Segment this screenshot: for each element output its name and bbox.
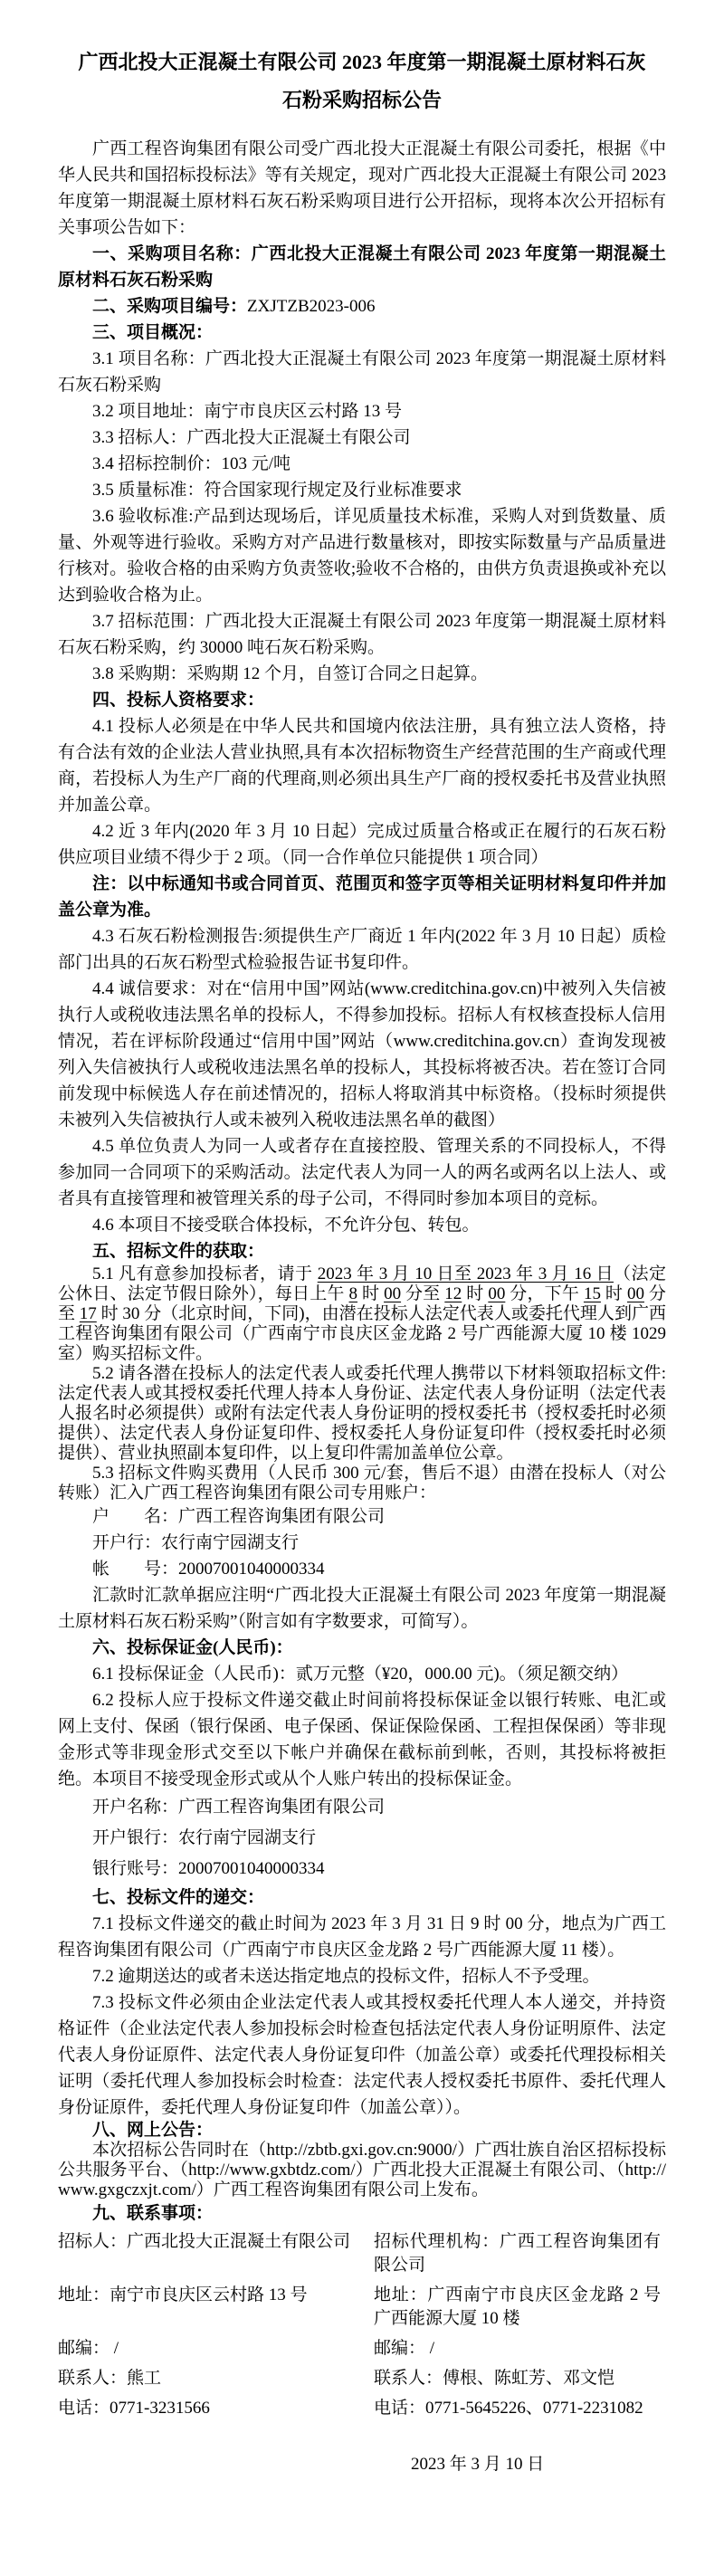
- contact-row-persons-right: 联系人：傅根、陈虹芳、邓文恺: [374, 2369, 615, 2388]
- section-heading-1-project-name: [58, 241, 666, 293]
- text-segment: （法定公休日、法定节假日除外），每日上午: [58, 1264, 666, 1303]
- text-segment: 分至: [58, 1284, 666, 1323]
- item-4-1: [58, 713, 666, 818]
- text-segment: 时: [357, 1284, 385, 1303]
- text-segment: 九、联系事项：: [92, 2204, 214, 2223]
- text-segment: 八、网上公告：: [92, 2121, 214, 2140]
- text-segment: 4.3 石灰石粉检测报告:须提供生产厂商近 1 年内(2022 年 3 月 10 日起）质检部门出具的石灰石粉型式检验报告证书复印件。: [58, 927, 666, 972]
- item-4-4: [58, 976, 666, 1133]
- item-7-1: [58, 1911, 666, 1963]
- text-segment: 3.3 招标人：广西北投大正混凝土有限公司: [92, 428, 411, 447]
- document-date: 2023 年 3 月 10 日: [411, 2455, 545, 2474]
- account-bank-line: [58, 1530, 666, 1556]
- bond-account-name-line: [58, 1792, 666, 1823]
- section-heading-2-project-number: [58, 293, 666, 320]
- item-3-3-tenderer: [58, 425, 666, 451]
- item-3-8-procurement-period: [58, 661, 666, 687]
- text-segment: 4.5 单位负责人为同一人或者存在直接控股、管理关系的不同投标人，不得参加同一合同项下的采购活动。法定代表人为同一人的两名或两名以上法人、或者具有直接管理和被管理关系的母子公司，不得同时参加本项目的竞标。: [58, 1137, 666, 1208]
- text-segment: 4.2 近 3 年内(2020 年 3 月 10 日起）完成过质量合格或正在履行的石灰石粉供应项目业绩不得少于 2 项。（同一合作单位只能提供 1 项合同）: [58, 822, 666, 867]
- text-segment: 开户银行：农行南宁园湖支行: [92, 1828, 317, 1847]
- contact-row-persons-left: 联系人：熊工: [58, 2369, 162, 2388]
- text-segment: 7.1 投标文件递交的截止时间为 2023 年 3 月 31 日 9 时 00 分，地点为广西工程咨询集团有限公司（广西南宁市良庆区金龙路 2 号广西能源大厦 11 楼）。: [58, 1914, 666, 1960]
- text-segment: 注：以中标通知书或合同首页、范围页和签字页等相关证明材料复印件并加盖公章为准。: [58, 874, 666, 920]
- contact-row-organizations-right: 招标代理机构：广西工程咨询集团有限公司: [374, 2232, 661, 2275]
- contact-row-phones-right: 电话：0771-5645226、0771-2231082: [374, 2399, 643, 2418]
- text-segment: 五、招标文件的获取：: [92, 1242, 265, 1261]
- item-4-5: [58, 1133, 666, 1212]
- item-7-2: [58, 1963, 666, 1989]
- text-segment: 本次招标公告同时在（http://zbtb.gxi.gov.cn:9000/）广西壮族自治区招标投标公共服务平台、（http://www.gxbtdz.com/）广西北投大正混凝土有限公司、（http://www.gxgczxjt.com/）广西工程咨询集团有限公司上发布。: [58, 2141, 666, 2199]
- text-segment: 6.1 投标保证金（人民币)：贰万元整（¥20，000.00 元)。（须足额交纳）: [92, 1665, 629, 1684]
- underlined-text: 00: [488, 1284, 506, 1303]
- text-segment: 3.2 项目地址：南宁市良庆区云村路 13 号: [92, 402, 403, 421]
- section-heading-5-obtain-documents: [58, 1238, 666, 1264]
- text-segment: 3.4 招标控制价：103 元/吨: [92, 454, 291, 473]
- item-7-3: [58, 1989, 666, 2121]
- text-segment: 三、项目概况：: [92, 323, 214, 342]
- text-segment: ZXJTZB2023-006: [247, 297, 376, 316]
- text-segment: 3.1 项目名称：广西北投大正混凝土有限公司 2023 年度第一期混凝土原材料石灰石粉采购: [58, 349, 666, 395]
- item-6-1: [58, 1661, 666, 1687]
- document-title: 广西北投大正混凝土有限公司 2023 年度第一期混凝土原材料石灰石粉采购招标公告: [78, 51, 646, 111]
- contact-row-phones-left: 电话：0771-3231566: [58, 2399, 210, 2418]
- text-segment: 3.8 采购期：采购期 12 个月，自签订合同之日起算。: [92, 664, 489, 683]
- text-segment: 帐 号：20007001040000334: [92, 1560, 325, 1579]
- document-body: [58, 136, 666, 2227]
- section-heading-4-bidder-qualification: [58, 687, 666, 713]
- contact-row-organizations: [58, 2230, 666, 2277]
- text-segment: 七、投标文件的递交：: [92, 1888, 265, 1907]
- underlined-text: 00: [626, 1284, 644, 1303]
- item-6-2: [58, 1687, 666, 1792]
- contact-row-postcodes-right: 邮编： /: [374, 2339, 435, 2358]
- underlined-text: 12: [444, 1284, 462, 1303]
- bond-account-number-line: [58, 1854, 666, 1884]
- contact-row-phones: [58, 2397, 666, 2420]
- underlined-text: 17: [79, 1304, 97, 1323]
- text-segment: 一、采购项目名称：广西北投大正混凝土有限公司 2023 年度第一期混凝土原材料石灰石粉采购: [58, 244, 666, 290]
- bond-account-bank-line: [58, 1823, 666, 1854]
- text-segment: 分至: [401, 1284, 445, 1303]
- text-segment: 时 30 分（北京时间，下同)，由潜在投标人法定代表人或委托代理人到广西工程咨询集团有限公司（广西南宁市良庆区金龙路 2 号广西能源大厦 10 楼 1029 室）购买招标文件。: [58, 1304, 666, 1363]
- item-3-2-project-address: [58, 398, 666, 425]
- item-5-3: [58, 1464, 666, 1503]
- item-3-6-acceptance-standard: [58, 503, 666, 608]
- section-heading-6-bid-bond: [58, 1635, 666, 1661]
- text-segment: 3.6 验收标准:产品到达现场后，详见质量技术标准，采购人对到货数量、质量、外观等进行验收。采购方对产品进行数量核对，即按实际数量与产品质量进行核对。验收合格的由采购方负责签收;验收不合格的，由供方负责退换或补充以达到验收合格为止。: [58, 507, 666, 605]
- item-5-2: [58, 1364, 666, 1464]
- text-segment: 时: [462, 1284, 489, 1303]
- text-segment: 四、投标人资格要求：: [92, 691, 265, 710]
- text-segment: 3.7 招标范围：广西北投大正混凝土有限公司 2023 年度第一期混凝土原材料石灰石粉采购，约 30000 吨石灰石粉采购。: [58, 612, 666, 657]
- text-segment: 户 名：广西工程咨询集团有限公司: [92, 1507, 386, 1526]
- contact-row-persons: [58, 2367, 666, 2390]
- item-5-1: [58, 1264, 666, 1364]
- item-4-6: [58, 1212, 666, 1238]
- text-segment: 3.5 质量标准：符合国家现行规定及行业标准要求: [92, 481, 462, 500]
- text-segment: 时: [600, 1284, 627, 1303]
- section-heading-9-contact-matters: [58, 2200, 666, 2227]
- item-8-content: [58, 2141, 666, 2200]
- underlined-text: 15: [583, 1284, 601, 1303]
- text-segment: 5.3 招标文件购买费用（人民币 300 元/套，售后不退）由潜在投标人（对公转账）汇入广西工程咨询集团有限公司专用账户：: [58, 1464, 666, 1503]
- contact-row-addresses-left: 地址：南宁市良庆区云村路 13 号: [58, 2285, 308, 2304]
- item-3-1-project-name: [58, 346, 666, 398]
- account-number-line: [58, 1556, 666, 1582]
- text-segment: 4.1 投标人必须是在中华人民共和国境内依法注册，具有独立法人资格，持有合法有效的企业法人营业执照,具有本次招标物资生产经营范围的生产商或代理商，若投标人为生产厂商的代理商,则必须出具生产厂商的授权委托书及营业执照并加盖公章。: [58, 717, 666, 815]
- contact-row-addresses-right: 地址：广西南宁市良庆区金龙路 2 号广西能源大厦 10 楼: [374, 2285, 661, 2328]
- text-segment: 汇款时汇款单据应注明“广西北投大正混凝土有限公司 2023 年度第一期混凝土原材料石灰石粉采购”（附言如有字数要求，可简写）。: [58, 1586, 666, 1631]
- item-4-3: [58, 923, 666, 976]
- text-segment: 4.6 本项目不接受联合体投标，不允许分包、转包。: [92, 1216, 480, 1235]
- text-segment: 5.2 请各潜在投标人的法定代表人或委托代理人携带以下材料领取招标文件: 法定代表人或其授权委托代理人持本人身份证、法定代表人身份证明（法定代表人报名时必须提供）或附有法定代表人身份证明的授权委托书（授权委托时必须提供）、法定代表人身份证复印件、授权委托人身份证复印件（授权委托时必须提供）、营业执照副本复印件，以上复印件需加盖单位公章。: [58, 1364, 666, 1463]
- text-segment: 银行账号：20007001040000334: [92, 1859, 325, 1878]
- text-segment: 6.2 投标人应于投标文件递交截止时间前将投标保证金以银行转账、电汇或网上支付、保函（银行保函、电子保函、保证保险保函、工程担保保函）等非现金形式等非现金形式交至以下帐户并确保在截标前到帐，否则，其投标将被拒绝。本项目不接受现金形式或从个人账户转出的投标保证金。: [58, 1691, 666, 1789]
- text-segment: 广西工程咨询集团有限公司受广西北投大正混凝土有限公司委托，根据《中华人民共和国招标投标法》等有关规定，现对广西北投大正混凝土有限公司 2023 年度第一期混凝土原材料石灰石粉采购项目进行公开招标，现将本次公开招标有关事项公告如下：: [58, 139, 666, 237]
- text-segment: 4.4 诚信要求：对在“信用中国”网站(www.creditchina.gov.cn)中被列入失信被执行人或税收违法黑名单的投标人，不得参加投标。招标人有权核查投标人信用情况，若在评标阶段通过“信用中国”网站（www.creditchina.gov.cn）查询发现被列入失信被执行人或税收违法黑名单的投标人，其投标将被否决。若在签订合同前发现中标候选人存在前述情况的，招标人将取消其中标资格。（投标时须提供未被列入失信被执行人或未被列入税收违法黑名单的截图）: [58, 979, 666, 1130]
- text-segment: 7.2 逾期送达的或者未送达指定地点的投标文件，招标人不予受理。: [92, 1967, 600, 1986]
- contact-row-addresses: [58, 2284, 666, 2331]
- underlined-text: 00: [384, 1284, 402, 1303]
- item-3-4-control-price: [58, 451, 666, 477]
- text-segment: 六、投标保证金(人民币)：: [92, 1638, 293, 1657]
- contact-row-postcodes: [58, 2337, 666, 2361]
- contact-row-postcodes-left: 邮编： /: [58, 2339, 119, 2358]
- section-heading-7-bid-submission: [58, 1884, 666, 1911]
- item-3-5-quality-standard: [58, 477, 666, 503]
- text-segment: 5.1 凡有意参加投标者，请于: [92, 1264, 318, 1283]
- contact-row-organizations-left: 招标人：广西北投大正混凝土有限公司: [58, 2232, 351, 2251]
- section-heading-8-online-announcement: [58, 2121, 666, 2141]
- text-segment: 分，下午: [505, 1284, 584, 1303]
- item-3-7-tender-scope: [58, 608, 666, 661]
- underlined-text: 2023 年 3 月 10 日至 2023 年 3 月 16 日: [317, 1264, 614, 1283]
- contact-section: [58, 2230, 666, 2420]
- text-segment: 开户名称：广西工程咨询集团有限公司: [92, 1798, 386, 1817]
- underlined-text: 8: [348, 1284, 358, 1303]
- text-segment: 7.3 投标文件必须由企业法定代表人或其授权委托代理人本人递交，并持资格证件（企业法定代表人参加投标会时检查包括法定代表人身份证明原件、法定代表人身份证原件、法定代表人身份证复印件（加盖公章）或委托代理投标相关证明（委托代理人参加投标会时检查：法定代表人授权委托书原件、委托代理人身份证原件，委托代理人身份证复印件（加盖公章））。: [58, 1993, 666, 2117]
- item-4-2-note: [58, 871, 666, 923]
- section-heading-3-project-overview: [58, 320, 666, 346]
- account-name-line: [58, 1503, 666, 1530]
- item-4-2: [58, 818, 666, 871]
- text-segment: 开户行：农行南宁园湖支行: [92, 1533, 300, 1552]
- intro-paragraph: [58, 136, 666, 241]
- text-segment: 二、采购项目编号：: [92, 297, 248, 316]
- remittance-note: [58, 1582, 666, 1635]
